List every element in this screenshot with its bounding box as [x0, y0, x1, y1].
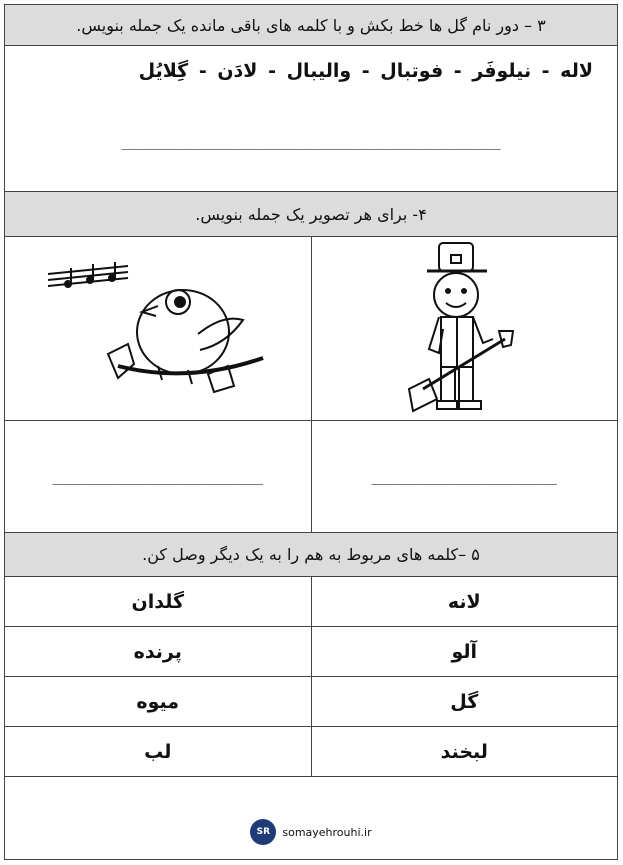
section3-header: [5, 5, 617, 46]
footer: [5, 819, 617, 845]
section4-lines-row: [5, 421, 617, 533]
boy-image-cell: [312, 237, 618, 420]
section4-title: ۴- برای هر تصویر یک جمله بنویس.: [195, 204, 427, 224]
section3-title: ۳ – دور نام گل ها خط بکش و با کلمه های باقی مانده یک جمله بنویس.: [76, 15, 546, 35]
section3-box: [5, 46, 617, 192]
bird-image-cell: [5, 237, 312, 420]
match-left-word: پرنده: [5, 627, 312, 676]
match-right-word: لانه: [447, 590, 481, 613]
match-row: [5, 727, 617, 777]
bird-answer-cell: [5, 421, 312, 532]
match-left-word: میوه: [5, 677, 312, 726]
boy-answer-cell: [312, 421, 618, 532]
section4-header: [5, 192, 617, 237]
section3-words: لاله - نیلوفَر - فوتبال - والیبال - لادَن - گِلایُل: [138, 60, 593, 82]
match-left-word: لب: [5, 727, 312, 776]
bird-answer-line: _________________________: [52, 468, 264, 485]
section5-title: ۵ –کلمه های مربوط به هم را به یک دیگر وصل کن.: [142, 545, 480, 564]
match-right-word: گل: [450, 690, 479, 713]
match-row: [5, 577, 617, 627]
site-logo-icon: SR: [250, 819, 276, 845]
worksheet-page: [4, 4, 618, 860]
section3-answer-line: _____________________________________________: [121, 134, 501, 150]
match-left-word: گلدان: [5, 577, 312, 626]
singing-bird-icon: [38, 254, 278, 404]
match-right-word: لبخند: [440, 740, 488, 763]
match-row: [5, 677, 617, 727]
boy-with-shovel-icon: [399, 239, 529, 419]
match-right-word: آلو: [451, 640, 478, 663]
boy-answer-line: ______________________: [371, 468, 557, 485]
footer-site[interactable]: somayehrouhi.ir: [282, 825, 372, 839]
section5-header: [5, 533, 617, 577]
section4-images-row: [5, 237, 617, 421]
match-row: [5, 627, 617, 677]
